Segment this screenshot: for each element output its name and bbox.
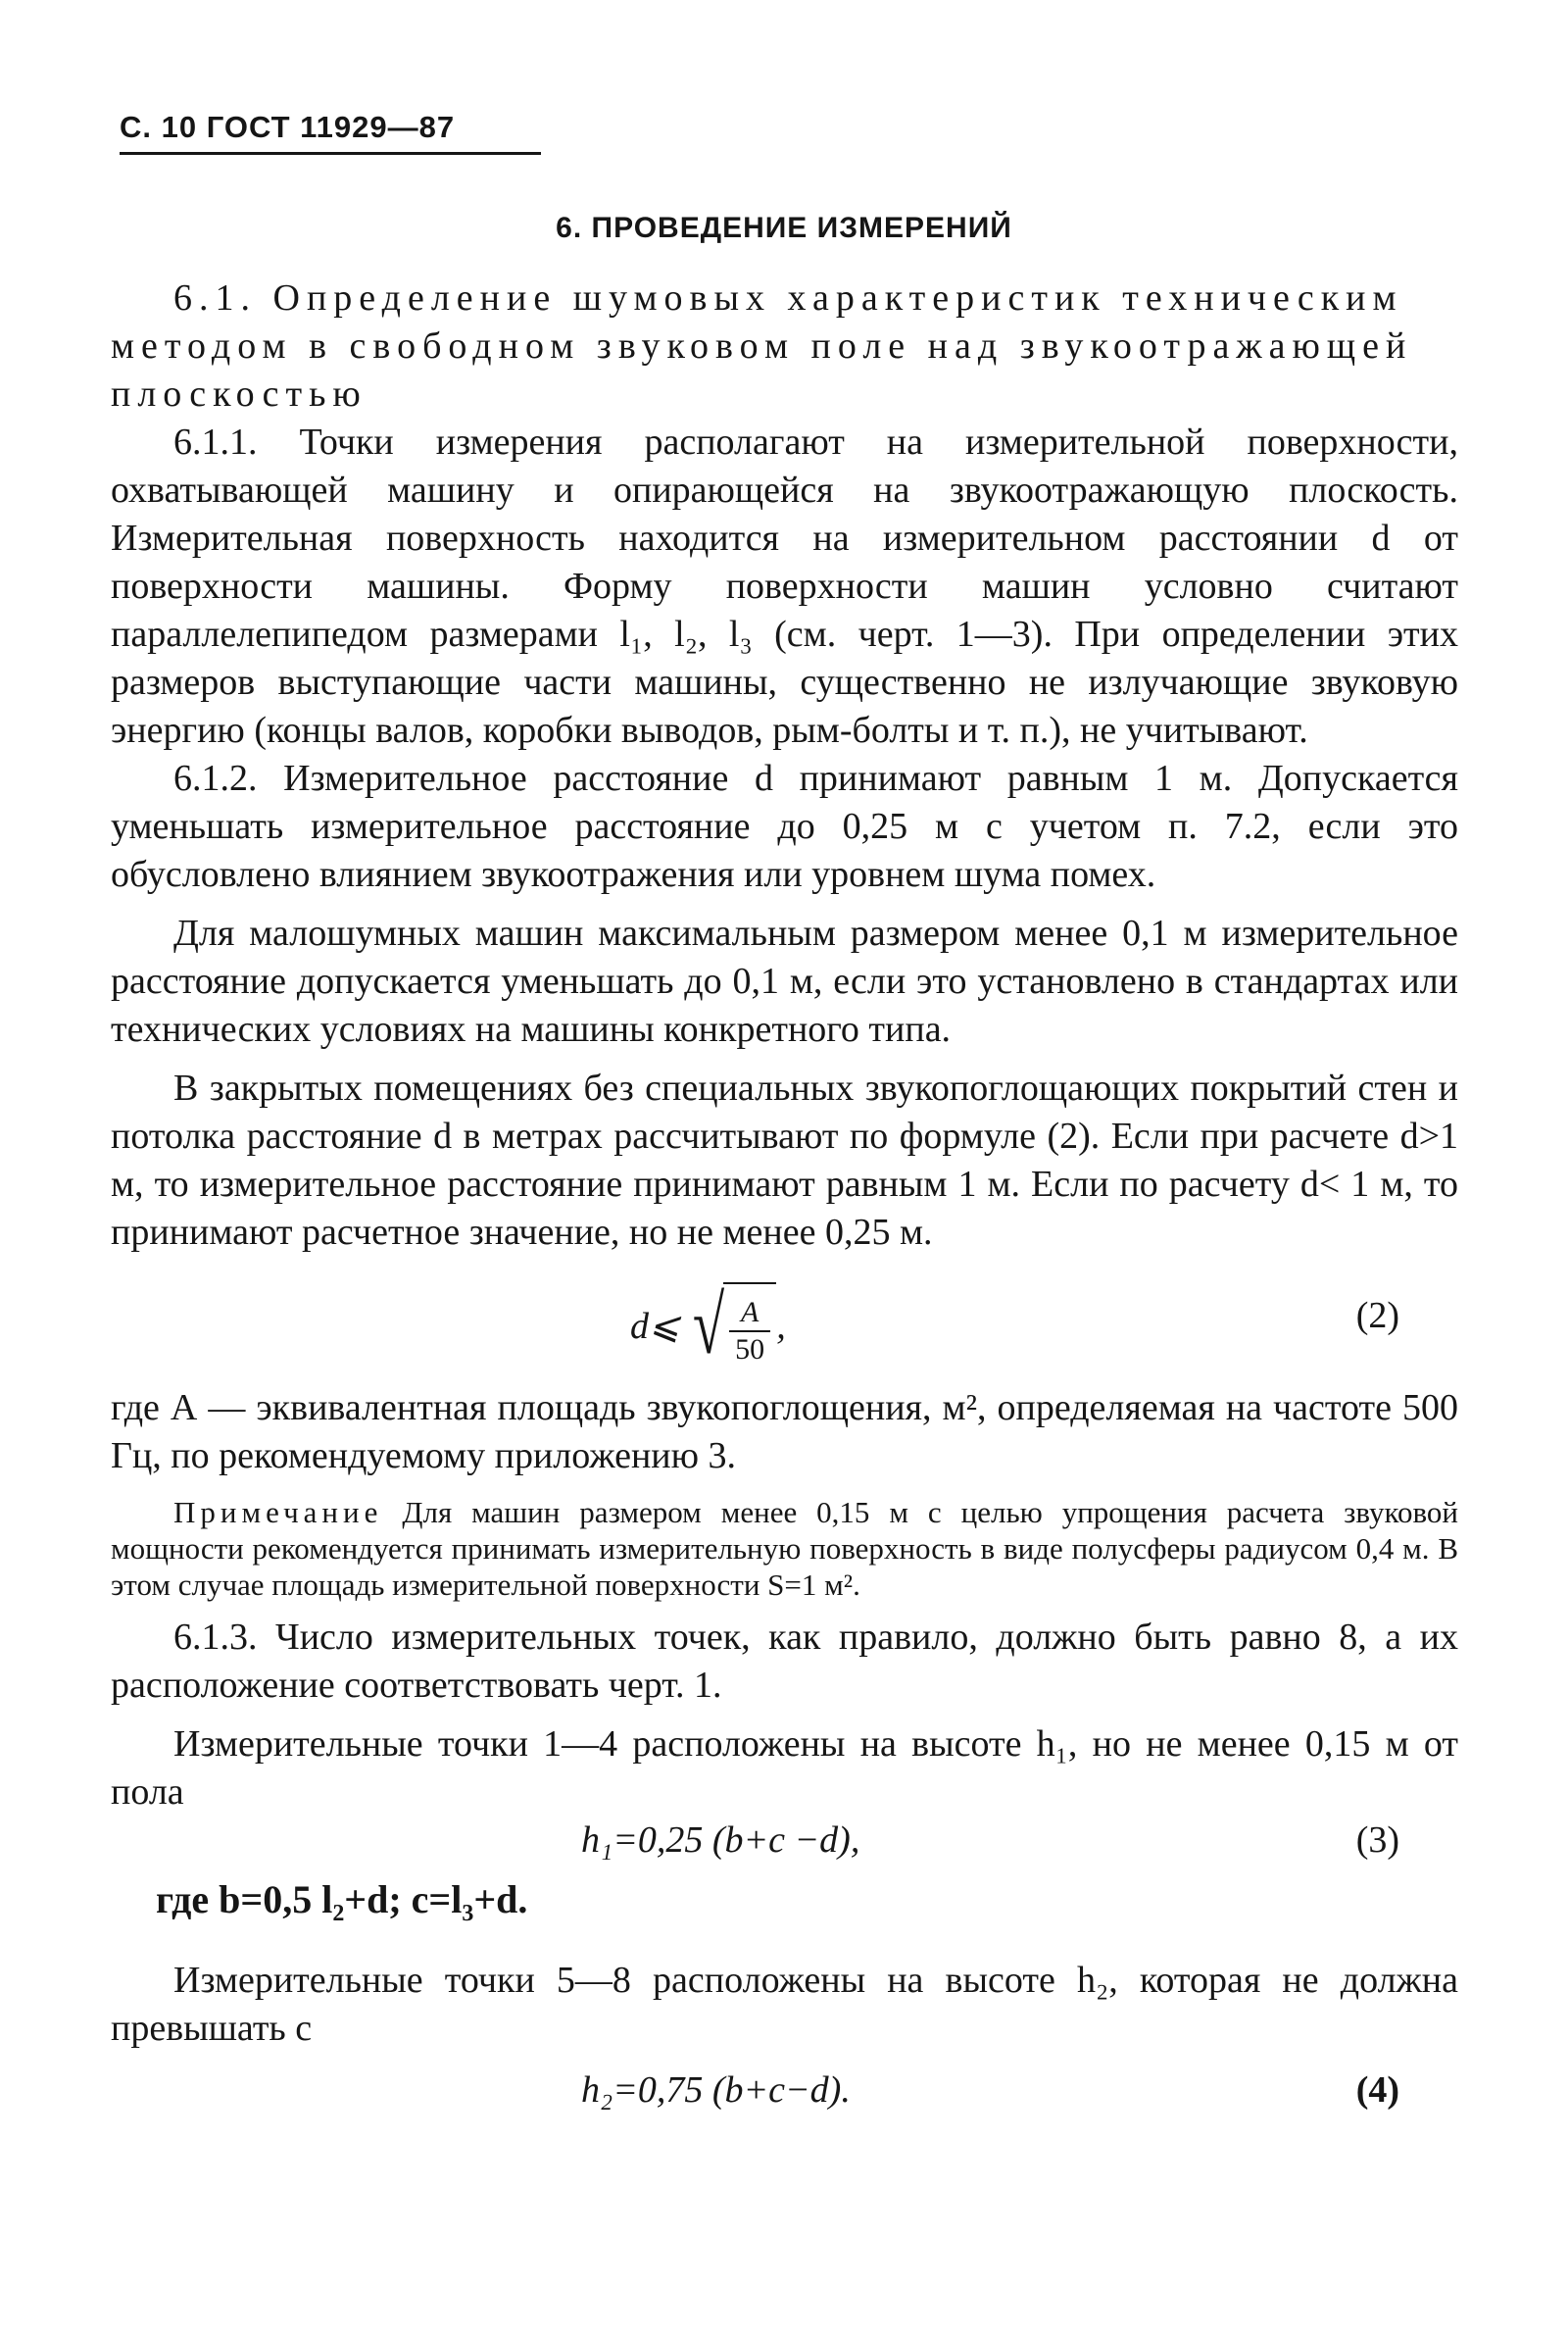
- formula-2-lhs: d⩽: [630, 1305, 680, 1347]
- note-text: Для машин размером менее 0,15 м с целью упрощения расчета звуковой мощности рекомендуется принимать измерительную поверхность в виде полусферы радиусом 0,4 м. В этом случае площадь измерительной поверхности S=1 м².: [111, 1495, 1458, 1602]
- fraction: [729, 1295, 770, 1368]
- formula-4-number: (4): [1355, 2069, 1399, 2111]
- radicand: [723, 1282, 776, 1370]
- formula-3: [111, 1816, 1458, 1867]
- fraction-denominator: 50: [735, 1333, 765, 1366]
- running-header: С. 10 ГОСТ 11929—87: [120, 110, 456, 144]
- radical-sign: √: [692, 1280, 725, 1371]
- formula-2: [111, 1267, 1458, 1374]
- formula-3-expression: h₁=0,25 (b+c −d),: [581, 1819, 860, 1861]
- formula-2-trail: ,: [776, 1305, 786, 1347]
- note-label: Примечание: [173, 1495, 383, 1529]
- paragraph-6-1-1: 6.1.1. Точки измерения располагают на измерительной поверхности, охватывающей машину и опирающейся на звукоотражающую плоскость. Измерительная поверхность находится на измерительном расстоянии d от поверхности машины. Форму поверхности машин условно считают параллелепипедом размерами l₁, l₂, l₃ (см. черт. 1—3). При определении этих размеров выступающие части машины, существенно не излучающие звуковую энергию (концы валов, коробки выводов, рым-болты и т. п.), не учитывают.: [111, 422, 1458, 751]
- formula-2-expression: [630, 1282, 786, 1370]
- paragraph-low-noise: Для малошумных машин максимальным размером менее 0,1 м измерительное расстояние допускается уменьшать до 0,1 м, если это установлено в стандартах или технических условиях на машины конкретного типа.: [111, 913, 1458, 1050]
- paragraph-6-1: 6.1. Определение шумовых характеристик техническим методом в свободном звуковом поле над звукоотражающей плоскостью: [111, 277, 1413, 415]
- formula-2-number: (2): [1355, 1295, 1399, 1336]
- paragraph-points-5-8: Измерительные точки 5—8 расположены на высоте h₂, которая не должна превышать c: [111, 1960, 1458, 2049]
- formula-4: [111, 2066, 1458, 2117]
- note: [111, 1494, 1458, 1603]
- paragraph-points-1-4: Измерительные точки 1—4 расположены на высоте h₁, но не менее 0,15 м от пола: [111, 1723, 1458, 1813]
- paragraph-6-1-2: 6.1.2. Измерительное расстояние d принимают равным 1 м. Допускается уменьшать измерительное расстояние до 0,25 м с учетом п. 7.2, если это обусловлено влиянием звукоотражения или уровнем шума помех.: [111, 758, 1458, 895]
- paragraph-where-a: где А — эквивалентная площадь звукопоглощения, м², определяемая на частоте 500 Гц, по рекомендуемому приложению 3.: [111, 1387, 1458, 1476]
- fraction-numerator: A: [729, 1295, 770, 1332]
- formula-3-number: (3): [1355, 1819, 1399, 1861]
- square-root: [686, 1282, 776, 1370]
- paragraph-closed-rooms: В закрытых помещениях без специальных звукопоглощающих покрытий стен и потолка расстояние d в метрах рассчитывают по формуле (2). Если при расчете d>1 м, то измерительное расстояние принимают равным 1 м. Если по расчету d< 1 м, то принимают расчетное значение, но не менее 0,25 м.: [111, 1068, 1459, 1253]
- formula-4-expression: h₂=0,75 (b+c−d).: [581, 2069, 851, 2111]
- paragraph-6-1-3: 6.1.3. Число измерительных точек, как правило, должно быть равно 8, а их расположение соответствовать черт. 1.: [111, 1617, 1458, 1706]
- section-title: 6. ПРОВЕДЕНИЕ ИЗМЕРЕНИЙ: [556, 212, 1012, 244]
- body-text: [111, 274, 1458, 2117]
- where-b-c-definition: где b=0,5 l₂+d; c=l₃+d.: [156, 1877, 528, 1921]
- header-rule: [120, 152, 541, 155]
